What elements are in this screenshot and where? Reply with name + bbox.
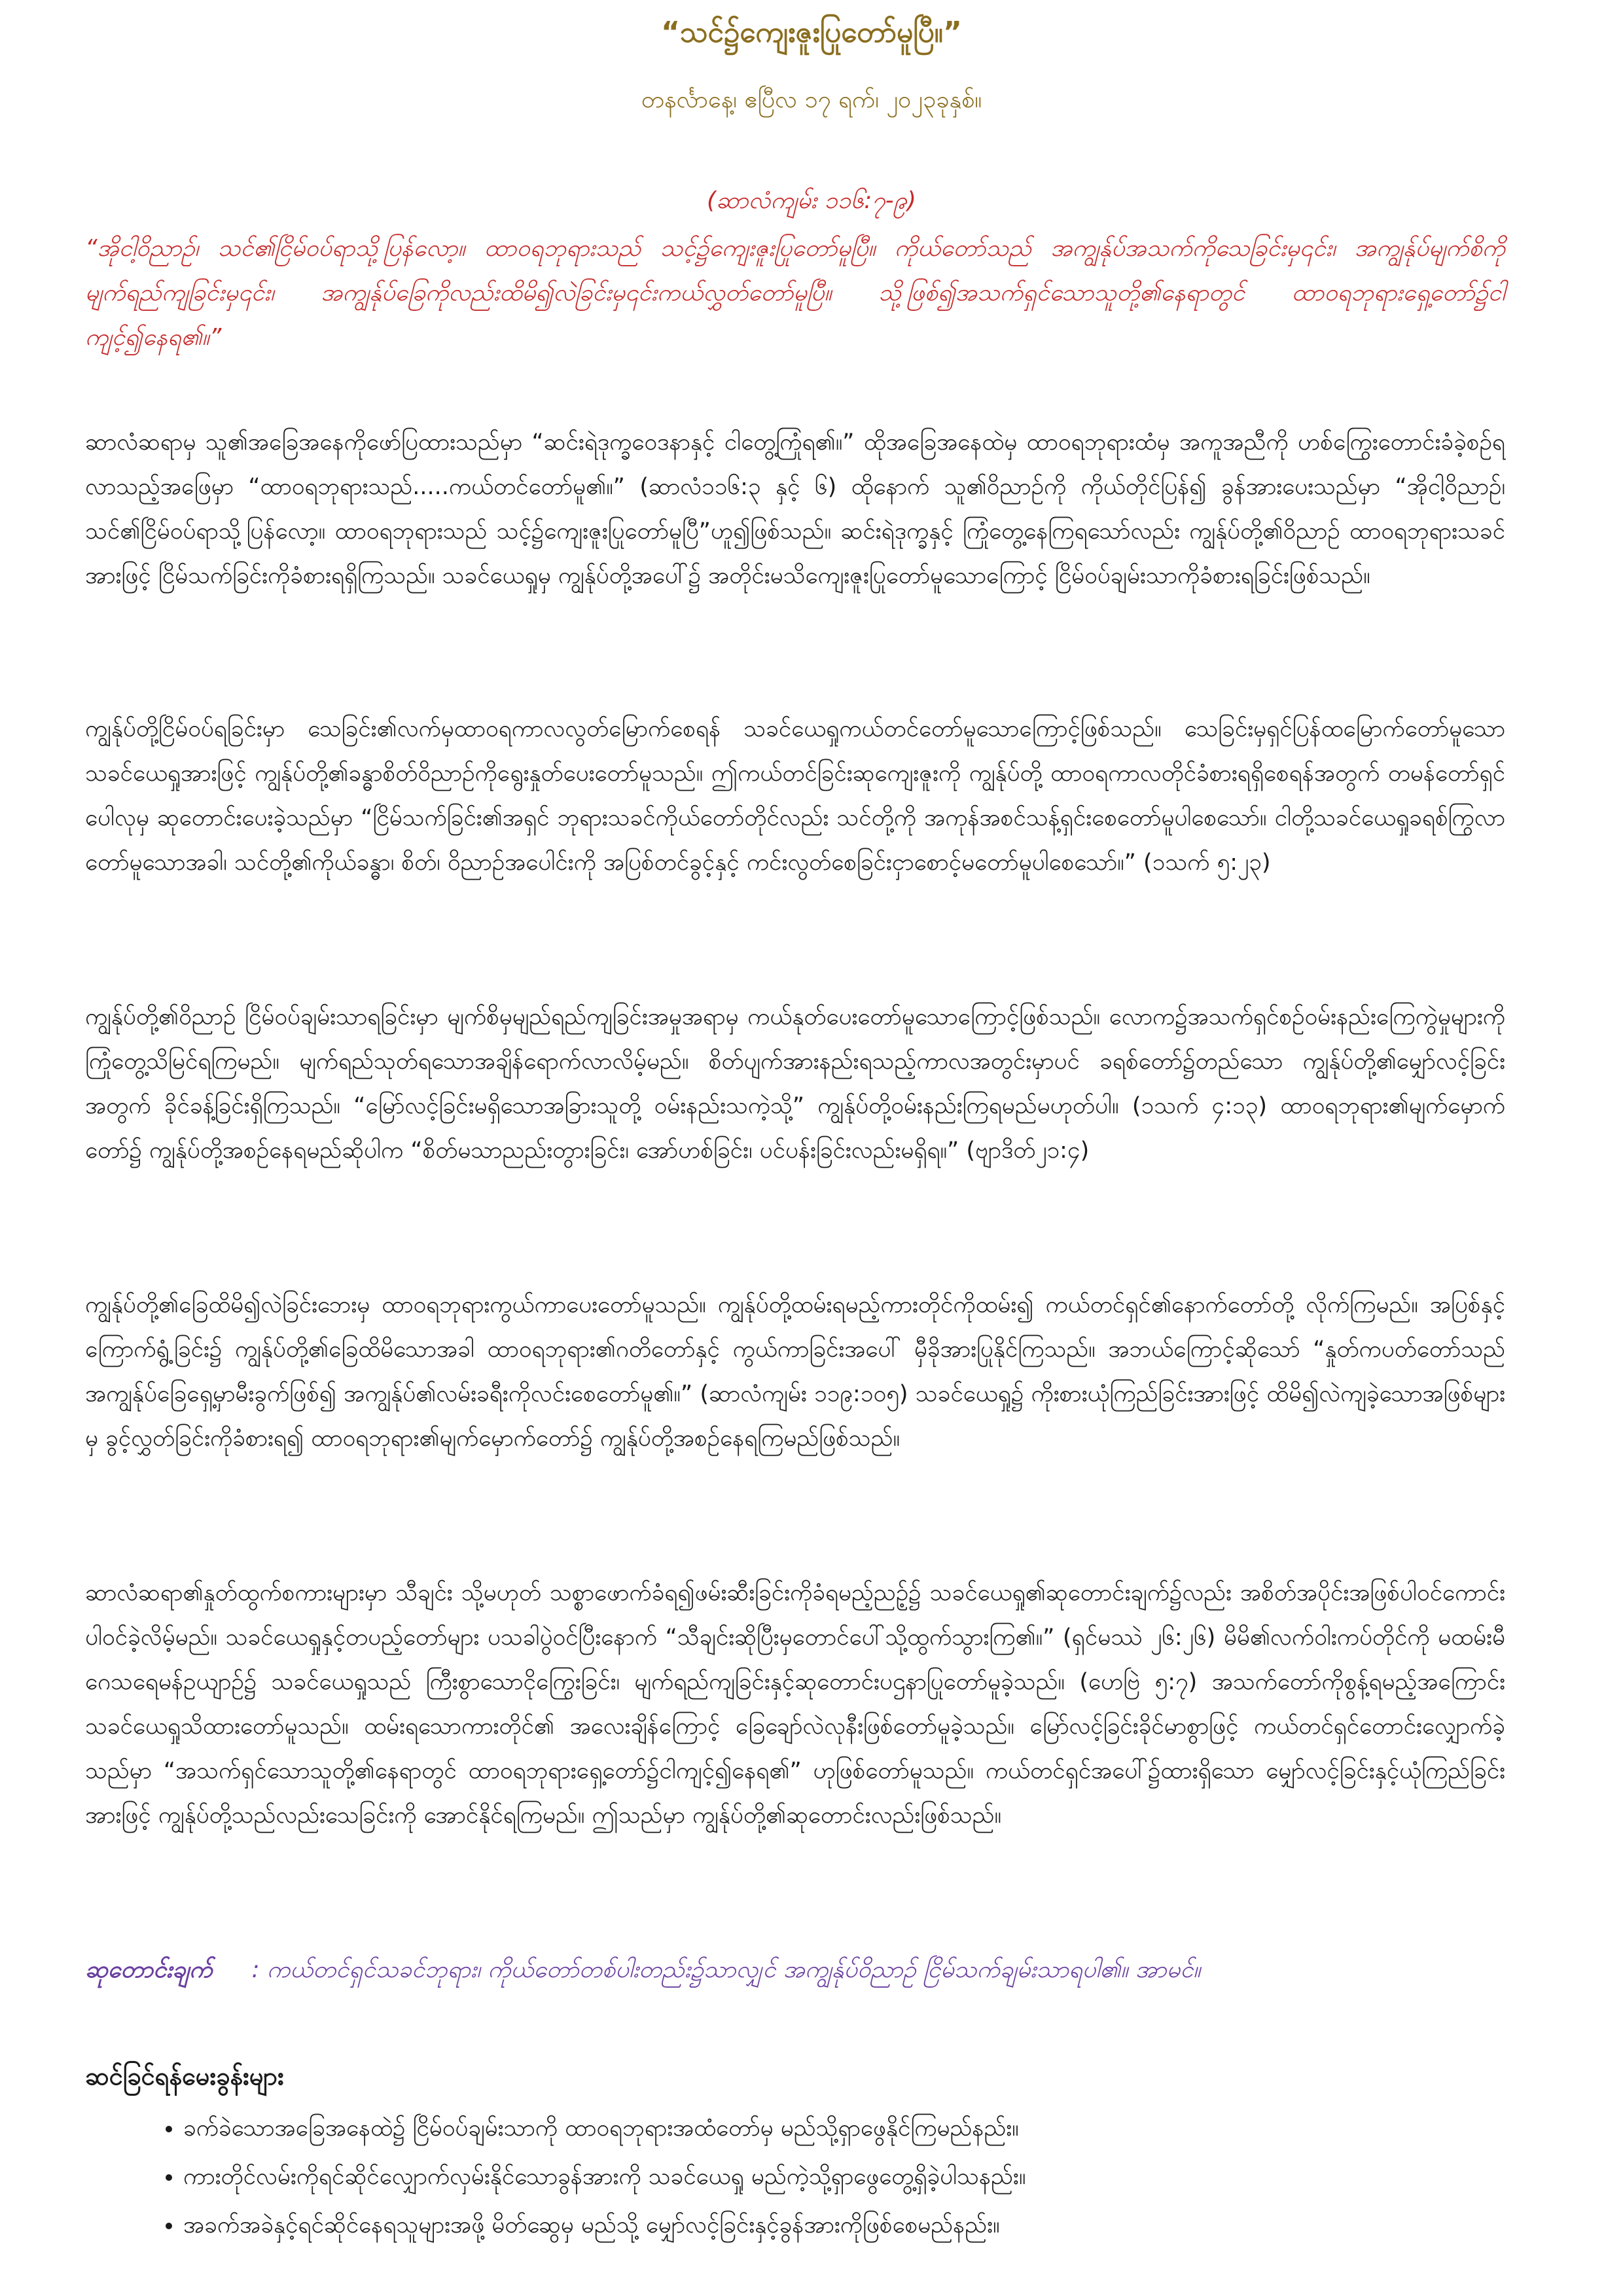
scripture-text: “အိုငါ့ဝိညာဉ်၊ သင်၏ငြိမ်ဝပ်ရာသို့ပြန်လော့။ ထာဝရဘုရားသည် သင့်၌ကျေးဇူးပြုတော်မူပြီ။ ကိုယ်တော်သည် အကျွန်ုပ်အသက်ကိုသေခြင်းမှ၎င်း၊ အကျွန်ုပ်မျက်စိကို မျက်ရည်ကျခြင်းမှ၎င်း၊ အကျွန်ုပ်ခြေကိုလည်းထိမိ၍လဲခြင်းမှ၎င်းကယ်လွှတ်တော်မူပြီ။ သို့ဖြစ်၍အသက်ရှင်သောသူတို့၏နေရာတွင် ထာဝရဘုရားရှေ့တော်၌ငါကျင့်၍နေရ၏။”	[85, 235, 1505, 351]
list-item: • ကားတိုင်လမ်းကိုရင်ဆိုင်လျှောက်လှမ်းနိုင်သောခွန်အားကို သခင်ယေရှု မည်ကဲ့သို့ရှာဖွေတွေ့ရှိခဲ့ပါသနည်း။	[183, 2153, 1505, 2201]
paragraph-3: ကျွန်ုပ်တို့၏ဝိညာဉ် ငြိမ်ဝပ်ချမ်းသာရခြင်းမှာ မျက်စိမှမျည်ရည်ကျခြင်းအမှုအရာမှ ကယ်နုတ်ပေးတော်မူသောကြောင့်ဖြစ်သည်။ လောက၌အသက်ရှင်စဉ်ဝမ်းနည်းကြေကွဲမှုများကိုကြုံတွေ့သိမြင်ရကြမည်။ မျက်ရည်သုတ်ရသောအချိန်ရောက်လာလိမ့်မည်။ စိတ်ပျက်အားနည်းရသည့်ကာလအတွင်းမှာပင် ခရစ်တော်၌တည်သော ကျွန်ုပ်တို့၏မျှော်လင့်ခြင်းအတွက် ခိုင်ခန့်ခြင်းရှိကြသည်။ “မြော်လင့်ခြင်းမရှိသောအခြားသူတို့ ဝမ်းနည်းသကဲ့သို့” ကျွန်ုပ်တို့ဝမ်းနည်းကြရမည်မဟုတ်ပါ။ (၁သက် ၄:၁၃) ထာဝရဘုရား၏မျက်မှောက်တော်၌ ကျွန်ုပ်တို့အစဉ်နေရမည်ဆိုပါက “စိတ်မသာညည်းတွားခြင်း၊ အော်ဟစ်ခြင်း၊ ပင်ပန်းခြင်းလည်းမရှိရ။” (ဗျာဒိတ်၂၁:၄)	[85, 1004, 1505, 1164]
paragraph-1: ဆာလံဆရာမှ သူ၏အခြေအနေကိုဖော်ပြထားသည်မှာ “ဆင်းရဲဒုက္ခဝေဒနာနှင့် ငါတွေ့ကြုံရ၏။” ထိုအခြေအနေထဲမှ ထာဝရဘုရားထံမှ အကူအညီကို ဟစ်ကြွေးတောင်းခံခဲ့စဉ်ရလာသည့်အဖြေမှာ “ထာဝရဘုရားသည်.....ကယ်တင်တော်မူ၏။” (ဆာလံ၁၁၆:၃ နှင့် ၆) ထိုနောက် သူ၏ဝိညာဉ်ကို ကိုယ်တိုင်ပြန်၍ ခွန်အားပေးသည်မှာ “အိုငါ့ဝိညာဉ်၊ သင်၏ငြိမ်ဝပ်ရာသို့ပြန်လော့။ ထာဝရဘုရားသည် သင့်၌ကျေးဇူးပြုတော်မူပြီ”ဟူ၍ဖြစ်သည်။ ဆင်းရဲဒုက္ခနှင့် ကြုံတွေ့နေကြရသော်လည်း ကျွန်ုပ်တို့၏ဝိညာဉ် ထာဝရဘုရားသခင်အားဖြင့် ငြိမ်သက်ခြင်းကိုခံစားရရှိကြသည်။ သခင်ယေရှုမှ ကျွန်ုပ်တို့အပေါ်၌ အတိုင်းမသိကျေးဇူးပြုတော်မူသောကြောင့် ငြိမ်ဝပ်ချမ်းသာကိုခံစားရခြင်းဖြစ်သည်။	[85, 429, 1505, 589]
prayer-text: : ကယ်တင်ရှင်သခင်ဘုရား၊ ကိုယ်တော်တစ်ပါးတည်း၌သာလျှင် အကျွန်ုပ်ဝိညာဉ် ငြိမ်သက်ချမ်းသာရပါ၏။ အာမင်။	[251, 1956, 1201, 1983]
list-item: • အခက်အခဲနှင့်ရင်ဆိုင်နေရသူများအဖို့ မိတ်ဆွေမှ မည်သို့ မျှော်လင့်ခြင်းနှင့်ခွန်အားကိုဖြစ်စေမည်နည်း။	[183, 2201, 1505, 2250]
questions-title: ဆင်ခြင်ရန်မေးခွန်းများ	[85, 2062, 284, 2090]
paragraph-4: ကျွန်ုပ်တို့၏ခြေထိမိ၍လဲခြင်းဘေးမှ ထာဝရဘုရားကွယ်ကာပေးတော်မူသည်။ ကျွန်ုပ်တို့ထမ်းရမည့်ကားတိုင်ကိုထမ်း၍ ကယ်တင်ရှင်၏နောက်တော်တို့ လိုက်ကြမည်။ အပြစ်နှင့်ကြောက်ရွံ့ခြင်း၌ ကျွန်ုပ်တို့၏ခြေထိမိသောအခါ ထာဝရဘုရား၏ဂတိတော်နှင့် ကွယ်ကာခြင်းအပေါ် မှီခိုအားပြုနိုင်ကြသည်။ အဘယ်ကြောင့်ဆိုသော် “နှုတ်ကပတ်တော်သည် အကျွန်ုပ်ခြေရှေ့မှာမီးခွက်ဖြစ်၍ အကျွန်ုပ်၏လမ်းခရီးကိုလင်းစေတော်မူ၏။” (ဆာလံကျမ်း ၁၁၉:၁၀၅) သခင်ယေရှု၌ ကိုးစားယုံကြည်ခြင်းအားဖြင့် ထိမိ၍လဲကျခဲ့သောအဖြစ်များမှ ခွင့်လွှတ်ခြင်းကိုခံစားရ၍ ထာဝရဘုရား၏မျက်မှောက်တော်၌ ကျွန်ုပ်တို့အစဉ်နေရကြမည်ဖြစ်သည်။	[85, 1292, 1505, 1452]
prayer-summary	[85, 1954, 1505, 1989]
list-item: • ခက်ခဲသောအခြေအနေထဲ၌ ငြိမ်ဝပ်ချမ်းသာကို ထာဝရဘုရားအထံတော်မှ မည်သို့ရှာဖွေနိုင်ကြမည်နည်း။	[183, 2104, 1505, 2153]
prayer-label: ဆုတောင်းချက်	[85, 1956, 213, 1983]
paragraph-5: ဆာလံဆရာ၏နှုတ်ထွက်စကားများမှာ သီချင်း သို့မဟုတ် သစ္စာဖောက်ခံရ၍ဖမ်းဆီးခြင်းကိုခံရမည့်ညဉ့်၌ သခင်ယေရှု၏ဆုတောင်းချက်၌လည်း အစိတ်အပိုင်းအဖြစ်ပါဝင်ကောင်းပါဝင်ခဲ့လိမ့်မည်။ သခင်ယေရှုနှင့်တပည့်တော်များ ပသခါပွဲဝင်ပြီးနောက် “သီချင်းဆိုပြီးမှတောင်ပေါ်သို့ထွက်သွားကြ၏။” (ရှင်မဿဲ ၂၆:၂၆) မိမိ၏လက်ဝါးကပ်တိုင်ကို မထမ်းမီ ဂေသရေမန်ဥယျာဉ်၌ သခင်ယေရှုသည် ကြီးစွာသောငိုကြွေးခြင်း၊ မျက်ရည်ကျခြင်းနှင့်ဆုတောင်းပဌနာပြုတော်မူခဲ့သည်။ (ဟေဗြဲ ၅:၇) အသက်တော်ကိုစွန့်ရမည့်အကြောင်း သခင်ယေရှုသိထားတော်မူသည်။ ထမ်းရသောကားတိုင်၏ အလေးချိန်ကြောင့် ခြေချော်လဲလုနီးဖြစ်တော်မူခဲ့သည်။ မြော်လင့်ခြင်းခိုင်မာစွာဖြင့် ကယ်တင်ရှင်တောင်းလျှောက်ခဲ့သည်မှာ “အသက်ရှင်သောသူတို့၏နေရာတွင် ထာဝရဘုရားရှေ့တော်၌ငါကျင့်၍နေရ၏” ဟုဖြစ်တော်မူသည်။ ကယ်တင်ရှင်အပေါ်၌ထားရှိသော မျှော်လင့်ခြင်းနှင့်ယုံကြည်ခြင်းအားဖြင့် ကျွန်ုပ်တို့သည်လည်းသေခြင်းကို အောင်နိုင်ရကြမည်။ ဤသည်မှာ ကျွန်ုပ်တို့၏ဆုတောင်းလည်းဖြစ်သည်။	[85, 1580, 1505, 1829]
page-date: တနင်္လာနေ့၊ ဧပြီလ ၁၇ ရက်၊ ၂၀၂၃ခုနှစ်။	[641, 86, 982, 113]
paragraph-2: ကျွန်ုပ်တို့ငြိမ်ဝပ်ရခြင်းမှာ သေခြင်း၏လက်မှထာဝရကာလလွတ်မြောက်စေရန် သခင်ယေရှုကယ်တင်တော်မူသောကြောင့်ဖြစ်သည်။ သေခြင်းမှရှင်ပြန်ထမြောက်တော်မူသော သခင်ယေရှုအားဖြင့် ကျွန်ုပ်တို့၏ခန္ဓာစိတ်ဝိညာဉ်ကိုရွေးနှုတ်ပေးတော်မူသည်။ ဤကယ်တင်ခြင်းဆုကျေးဇူးကို ကျွန်ုပ်တို့ ထာဝရကာလတိုင်ခံစားရရှိစေရန်အတွက် တမန်တော်ရှင်ပေါလုမှ ဆုတောင်းပေးခဲ့သည်မှာ “ငြိမ်သက်ခြင်း၏အရှင် ဘုရားသခင်ကိုယ်တော်တိုင်လည်း သင်တို့ကို အကုန်အစင်သန့်ရှင်းစေတော်မူပါစေသော်။ ငါတို့သခင်ယေရှုခရစ်ကြွလာတော်မူသောအခါ၊ သင်တို့၏ကိုယ်ခန္ဓာ၊ စိတ်၊ ဝိညာဉ်အပေါင်းကို အပြစ်တင်ခွင့်နှင့် ကင်းလွတ်စေခြင်းငှာစောင့်မတော်မူပါစေသော်။” (၁သက် ၅:၂၃)	[85, 716, 1505, 876]
scripture-reference: (ဆာလံကျမ်း ၁၁၆:၇-၉)	[707, 187, 916, 214]
questions-list	[85, 2104, 1505, 2250]
page-title: “သင်၌ကျေးဇူးပြုတော်မူပြီ။”	[661, 16, 962, 49]
